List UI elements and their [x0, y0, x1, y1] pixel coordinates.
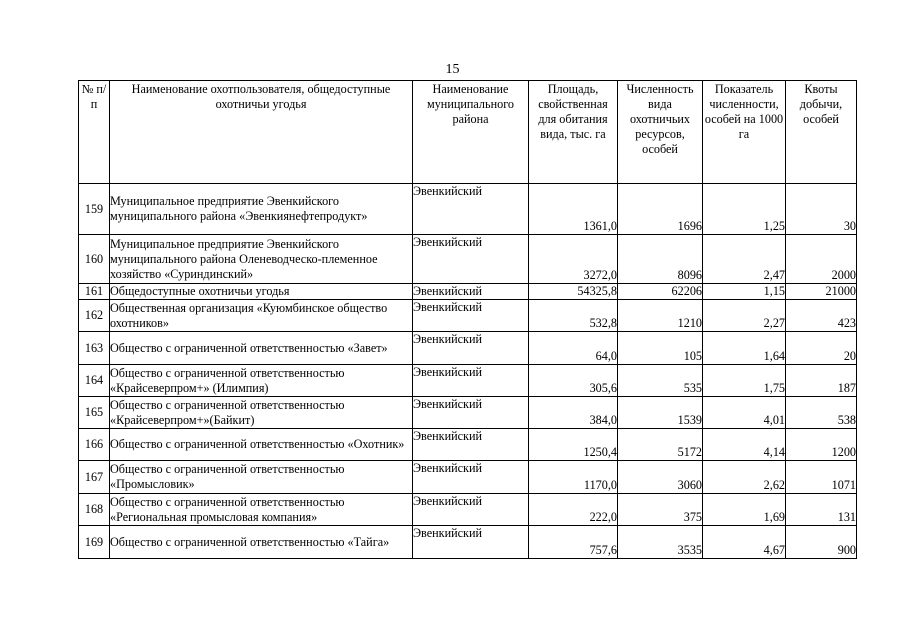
- table-row: [79, 332, 857, 365]
- count-value: 62206: [618, 284, 703, 300]
- area-value: 1250,4: [529, 429, 618, 461]
- count-value: 1539: [618, 397, 703, 429]
- table-row: [79, 429, 857, 461]
- table-row: [79, 397, 857, 429]
- density-value: 4,67: [703, 526, 786, 559]
- area-value: 757,6: [529, 526, 618, 559]
- row-number: 169: [79, 526, 110, 559]
- count-value: 1696: [618, 184, 703, 235]
- district-name: Эвенкийский: [413, 365, 529, 397]
- organization-name: Общество с ограниченной ответственностью «Охотник»: [110, 429, 413, 461]
- header-density: Показатель численности, особей на 1000 га: [703, 81, 786, 184]
- count-value: 375: [618, 494, 703, 526]
- density-value: 2,27: [703, 300, 786, 332]
- organization-name: Муниципальное предприятие Эвенкийского муниципального района Оленеводческо-племенное хозяйство «Суриндинский»: [110, 235, 413, 284]
- organization-name: Общедоступные охотничьи угодья: [110, 284, 413, 300]
- density-value: 2,47: [703, 235, 786, 284]
- count-value: 5172: [618, 429, 703, 461]
- area-value: 305,6: [529, 365, 618, 397]
- density-value: 2,62: [703, 461, 786, 494]
- area-value: 222,0: [529, 494, 618, 526]
- area-value: 1170,0: [529, 461, 618, 494]
- table-row: [79, 284, 857, 300]
- row-number: 164: [79, 365, 110, 397]
- quota-value: 423: [786, 300, 857, 332]
- row-number: 165: [79, 397, 110, 429]
- table-row: [79, 235, 857, 284]
- count-value: 1210: [618, 300, 703, 332]
- area-value: 1361,0: [529, 184, 618, 235]
- header-name: Наименование охотпользователя, общедоступные охотничьи угодья: [110, 81, 413, 184]
- district-name: Эвенкийский: [413, 494, 529, 526]
- organization-name: Общество с ограниченной ответственностью «Крайсеверпром+» (Илимпия): [110, 365, 413, 397]
- row-number: 162: [79, 300, 110, 332]
- table-row: [79, 494, 857, 526]
- density-value: 1,64: [703, 332, 786, 365]
- row-number: 161: [79, 284, 110, 300]
- district-name: Эвенкийский: [413, 184, 529, 235]
- count-value: 8096: [618, 235, 703, 284]
- area-value: 384,0: [529, 397, 618, 429]
- table-row: [79, 300, 857, 332]
- district-name: Эвенкийский: [413, 300, 529, 332]
- header-area: Площадь, свойственная для обитания вида, тыс. га: [529, 81, 618, 184]
- area-value: 54325,8: [529, 284, 618, 300]
- district-name: Эвенкийский: [413, 397, 529, 429]
- table-row: [79, 526, 857, 559]
- quota-value: 187: [786, 365, 857, 397]
- header-district: Наименование муниципального района: [413, 81, 529, 184]
- header-num: № п/п: [79, 81, 110, 184]
- district-name: Эвенкийский: [413, 235, 529, 284]
- quota-value: 538: [786, 397, 857, 429]
- count-value: 105: [618, 332, 703, 365]
- area-value: 532,8: [529, 300, 618, 332]
- count-value: 3535: [618, 526, 703, 559]
- organization-name: Общество с ограниченной ответственностью «Завет»: [110, 332, 413, 365]
- quota-value: 1071: [786, 461, 857, 494]
- organization-name: Общественная организация «Куюмбинское общество охотников»: [110, 300, 413, 332]
- organization-name: Общество с ограниченной ответственностью «Промысловик»: [110, 461, 413, 494]
- table-header-row: [79, 81, 857, 184]
- header-count: Численность вида охотничьих ресурсов, особей: [618, 81, 703, 184]
- district-name: Эвенкийский: [413, 526, 529, 559]
- area-value: 64,0: [529, 332, 618, 365]
- district-name: Эвенкийский: [413, 461, 529, 494]
- quota-value: 21000: [786, 284, 857, 300]
- page-number: 15: [445, 62, 460, 77]
- table-body: [79, 184, 857, 559]
- density-value: 1,25: [703, 184, 786, 235]
- district-name: Эвенкийский: [413, 429, 529, 461]
- quota-value: 20: [786, 332, 857, 365]
- organization-name: Муниципальное предприятие Эвенкийского муниципального района «Эвенкиянефтепродукт»: [110, 184, 413, 235]
- table-row: [79, 461, 857, 494]
- row-number: 160: [79, 235, 110, 284]
- quota-value: 30: [786, 184, 857, 235]
- density-value: 4,01: [703, 397, 786, 429]
- quota-value: 900: [786, 526, 857, 559]
- table-row: [79, 365, 857, 397]
- density-value: 1,15: [703, 284, 786, 300]
- district-name: Эвенкийский: [413, 332, 529, 365]
- district-name: Эвенкийский: [413, 284, 529, 300]
- quota-value: 2000: [786, 235, 857, 284]
- count-value: 535: [618, 365, 703, 397]
- row-number: 163: [79, 332, 110, 365]
- quota-value: 131: [786, 494, 857, 526]
- header-quota: Квоты добычи, особей: [786, 81, 857, 184]
- quota-value: 1200: [786, 429, 857, 461]
- density-value: 4,14: [703, 429, 786, 461]
- area-value: 3272,0: [529, 235, 618, 284]
- density-value: 1,69: [703, 494, 786, 526]
- count-value: 3060: [618, 461, 703, 494]
- row-number: 159: [79, 184, 110, 235]
- organization-name: Общество с ограниченной ответственностью «Региональная промысловая компания»: [110, 494, 413, 526]
- organization-name: Общество с ограниченной ответственностью «Крайсеверпром+»(Байкит): [110, 397, 413, 429]
- row-number: 168: [79, 494, 110, 526]
- table-row: [79, 184, 857, 235]
- row-number: 166: [79, 429, 110, 461]
- organization-name: Общество с ограниченной ответственностью «Тайга»: [110, 526, 413, 559]
- density-value: 1,75: [703, 365, 786, 397]
- hunting-quota-table: [78, 80, 857, 559]
- row-number: 167: [79, 461, 110, 494]
